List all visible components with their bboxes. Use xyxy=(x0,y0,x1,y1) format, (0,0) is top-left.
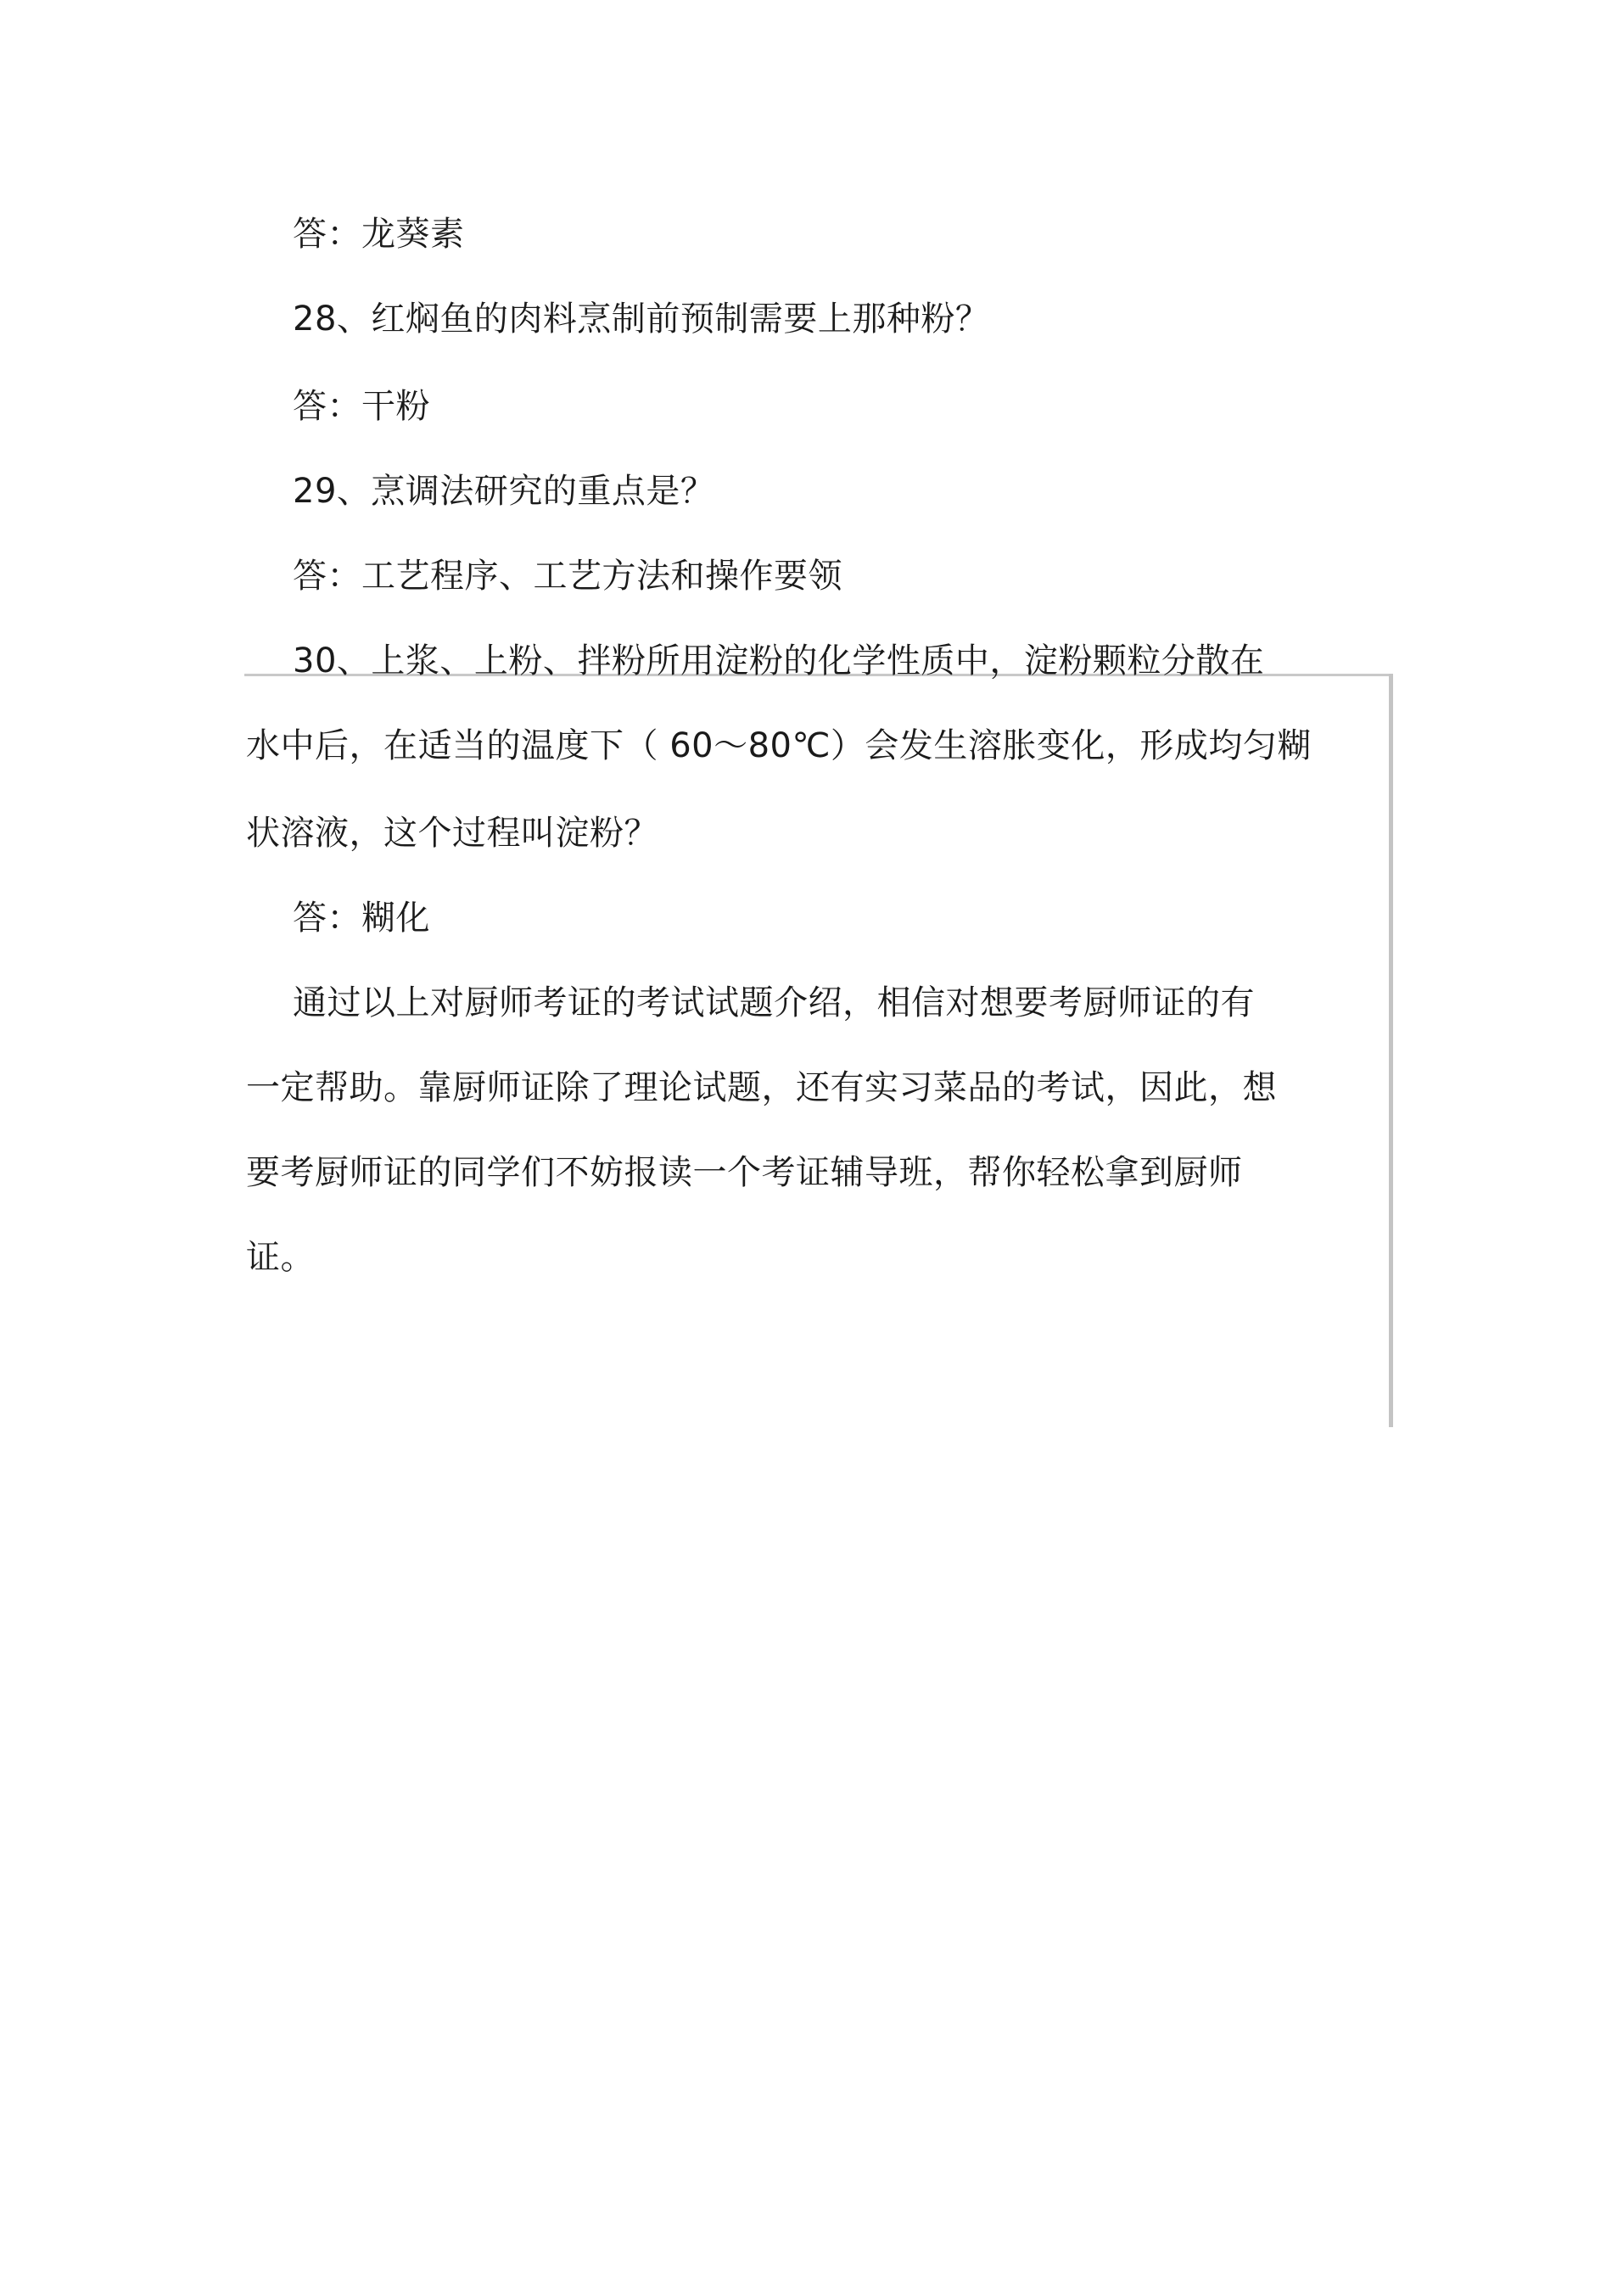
answer-28: 答：干粉 xyxy=(293,387,430,426)
frame-right-border xyxy=(1389,674,1393,1427)
question-30-line-3: 状溶液，这个过程叫淀粉？ xyxy=(246,814,658,853)
question-28: 28、红焖鱼的肉料烹制前预制需要上那种粉？ xyxy=(293,300,990,339)
answer-27: 答：龙葵素 xyxy=(293,215,465,254)
conclusion-line-4: 证。 xyxy=(246,1238,315,1277)
conclusion-line-1: 通过以上对厨师考证的考试试题介绍，相信对想要考厨师证的有 xyxy=(293,983,1255,1022)
question-30-line-2: 水中后，在适当的温度下（ 60～80℃）会发生溶胀变化，形成均匀糊 xyxy=(246,726,1312,765)
conclusion-line-2: 一定帮助。靠厨师证除了理论试题，还有实习菜品的考试，因此，想 xyxy=(246,1068,1277,1107)
conclusion-line-3: 要考厨师证的同学们不妨报读一个考证辅导班，帮你轻松拿到厨师 xyxy=(246,1153,1243,1192)
question-29: 29、烹调法研究的重点是？ xyxy=(293,472,715,511)
answer-29: 答：工艺程序、工艺方法和操作要领 xyxy=(293,557,842,596)
question-30-line-1: 30、上浆、上粉、拌粉所用淀粉的化学性质中，淀粉颗粒分散在 xyxy=(293,641,1265,680)
answer-30: 答：糊化 xyxy=(293,899,430,938)
